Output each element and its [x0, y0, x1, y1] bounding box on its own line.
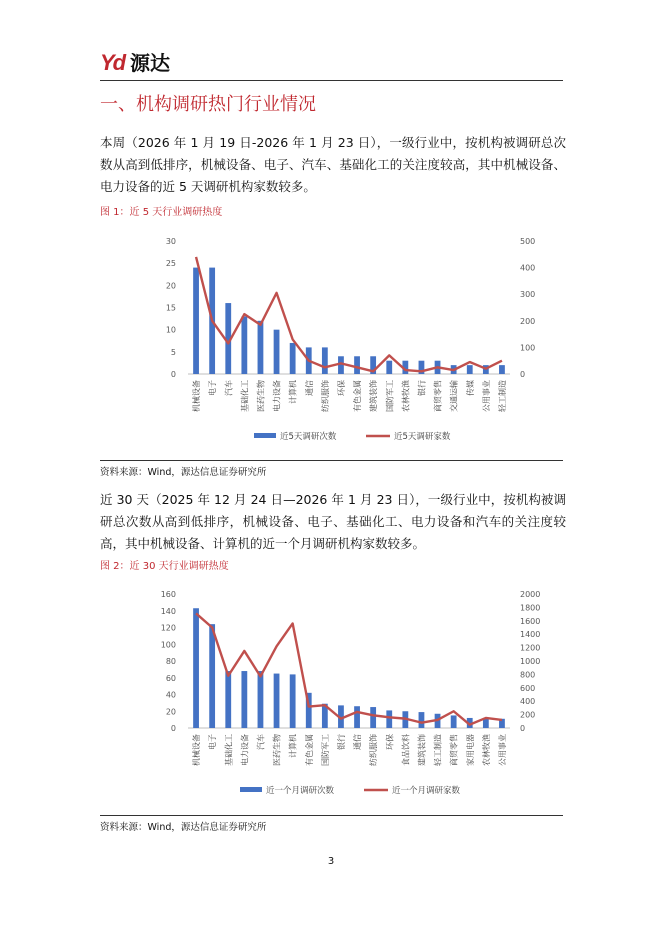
bar-电力设备 — [274, 330, 280, 374]
y-tick-label: 20 — [165, 707, 176, 717]
chart-30day-heat — [100, 580, 566, 806]
x-category-label: 医药生物 — [272, 734, 282, 766]
logo-text: 源达 — [130, 51, 170, 75]
bar-电力设备 — [241, 671, 247, 728]
x-category-label: 食品饮料 — [401, 734, 411, 766]
x-category-label: 银行 — [417, 380, 427, 396]
bar-纺织服饰 — [322, 347, 328, 374]
x-category-label: 传媒 — [465, 380, 475, 396]
y2-tick-label: 1600 — [520, 616, 541, 626]
y2-tick-label: 600 — [520, 683, 536, 693]
bar-国防军工 — [386, 361, 392, 374]
y-tick-label: 15 — [165, 303, 176, 313]
bar-纺织服饰 — [370, 707, 376, 728]
y2-tick-label: 1200 — [520, 643, 541, 653]
x-category-label: 电力设备 — [240, 734, 250, 766]
x-category-label: 国防军工 — [320, 734, 330, 766]
x-category-label: 环保 — [385, 734, 395, 750]
x-category-label: 机械设备 — [192, 734, 202, 766]
x-category-label: 纺织服饰 — [369, 734, 379, 766]
y-tick-label: 140 — [160, 606, 176, 616]
y2-tick-label: 400 — [520, 697, 536, 707]
y2-tick-label: 1800 — [520, 603, 541, 613]
x-category-label: 轻工制造 — [433, 734, 443, 766]
y-tick-label: 0 — [170, 370, 176, 379]
figure-1-source: 资料来源：Wind，源达信息证券研究所 — [100, 467, 267, 478]
bar-计算机 — [290, 674, 296, 728]
x-category-label: 交通运输 — [449, 380, 459, 412]
y-tick-label: 120 — [160, 623, 176, 633]
bar-基础化工 — [225, 671, 231, 728]
x-category-label: 建筑装饰 — [369, 380, 379, 412]
x-category-label: 国防军工 — [385, 380, 395, 412]
header-rule — [100, 80, 563, 81]
y2-tick-label: 100 — [520, 343, 536, 353]
bar-机械设备 — [193, 608, 199, 728]
y-tick-label: 100 — [160, 640, 176, 650]
bar-计算机 — [290, 343, 296, 374]
bar-医药生物 — [258, 321, 264, 374]
x-category-label: 通信 — [353, 734, 363, 750]
chart-5day-heat — [100, 226, 566, 454]
y2-tick-label: 300 — [520, 290, 536, 300]
paragraph-monthly: 近 30 天（2025 年 12 月 24 日—2026 年 1 月 23 日），一级行业中，按机构被调研总次数从高到低排序，机械设备、电子、基础化工、电力设备和汽车的关注度较高，其中机械设备、计算机的近一个月调研机构家数较多。 — [100, 492, 566, 551]
x-category-label: 商贸零售 — [449, 734, 459, 766]
x-category-label: 商贸零售 — [433, 380, 443, 412]
bar-建筑装饰 — [419, 712, 425, 728]
y-tick-label: 10 — [165, 325, 176, 335]
y-tick-label: 80 — [165, 657, 176, 666]
y2-tick-label: 800 — [520, 670, 536, 680]
bar-通信 — [354, 706, 360, 728]
x-category-label: 农林牧渔 — [481, 734, 491, 766]
y-tick-label: 20 — [165, 281, 176, 291]
bar-环保 — [386, 710, 392, 728]
x-category-label: 有色金属 — [353, 380, 363, 412]
y2-tick-label: 0 — [520, 370, 526, 379]
x-category-label: 汽车 — [256, 734, 266, 750]
x-category-label: 计算机 — [288, 380, 298, 404]
x-category-label: 轻工制造 — [497, 380, 507, 412]
x-category-label: 基础化工 — [240, 380, 250, 412]
x-category-label: 环保 — [336, 380, 346, 396]
x-category-label: 公用事业 — [497, 734, 507, 766]
x-category-label: 建筑装饰 — [417, 734, 427, 766]
legend-bar-label: 近一个月调研次数 — [266, 786, 335, 796]
x-category-label: 公用事业 — [481, 380, 491, 412]
paragraph-weekly: 本周（2026 年 1 月 19 日-2026 年 1 月 23 日），一级行业中，按机构被调研总次数从高到低排序，机械设备、电子、汽车、基础化工的关注度较高，其中机械设备、电力设备的近 5 天调研机构家数较多。 — [100, 135, 566, 194]
x-category-label: 机械设备 — [192, 380, 202, 412]
y2-tick-label: 1400 — [520, 630, 541, 640]
figure-2-source: 资料来源：Wind，源达信息证券研究所 — [100, 822, 267, 833]
figure-2-rule — [100, 815, 563, 816]
bar-医药生物 — [274, 674, 280, 728]
y2-tick-label: 1000 — [520, 657, 541, 666]
legend-bar-swatch — [240, 787, 262, 792]
figure-1-title: 图 1：近 5 天行业调研热度 — [100, 207, 223, 218]
bar-电子 — [209, 624, 215, 728]
legend-line-label: 近5天调研家数 — [394, 432, 451, 442]
x-category-label: 电子 — [208, 380, 218, 396]
y-tick-label: 5 — [170, 347, 176, 357]
x-category-label: 基础化工 — [224, 734, 234, 766]
bar-传媒 — [467, 365, 473, 374]
y-tick-label: 25 — [165, 259, 176, 269]
y2-tick-label: 0 — [520, 724, 526, 733]
y2-tick-label: 500 — [520, 237, 536, 246]
x-category-label: 家用电器 — [465, 734, 475, 766]
page-number: 3 — [327, 856, 335, 867]
y-tick-label: 30 — [165, 237, 176, 246]
y2-tick-label: 400 — [520, 263, 536, 273]
y2-tick-label: 200 — [520, 710, 536, 720]
figure-1-rule — [100, 460, 563, 461]
x-category-label: 有色金属 — [304, 734, 314, 766]
bar-商贸零售 — [451, 715, 457, 728]
x-category-label: 通信 — [304, 380, 314, 396]
bar-基础化工 — [241, 316, 247, 374]
x-category-label: 银行 — [336, 734, 346, 750]
x-category-label: 纺织服饰 — [320, 380, 330, 412]
bar-汽车 — [258, 671, 264, 728]
y-tick-label: 0 — [170, 724, 176, 733]
bar-轻工制造 — [499, 365, 505, 374]
brand-logo — [100, 50, 200, 76]
bar-环保 — [338, 356, 344, 374]
y2-tick-label: 2000 — [520, 590, 541, 599]
y-tick-label: 40 — [165, 690, 176, 700]
legend-line-label: 近一个月调研家数 — [392, 786, 461, 796]
x-category-label: 电子 — [208, 734, 218, 750]
x-category-label: 电力设备 — [272, 380, 282, 412]
legend-bar-label: 近5天调研次数 — [280, 432, 337, 442]
figure-2-title: 图 2：近 30 天行业调研热度 — [100, 561, 229, 572]
x-category-label: 汽车 — [224, 380, 234, 396]
x-category-label: 计算机 — [288, 734, 298, 758]
legend-bar-swatch — [254, 433, 276, 438]
section-title: 一、机构调研热门行业情况 — [100, 94, 316, 115]
y-tick-label: 160 — [160, 590, 176, 599]
y2-tick-label: 200 — [520, 316, 536, 326]
y-tick-label: 60 — [165, 673, 176, 683]
bar-机械设备 — [193, 268, 199, 374]
x-category-label: 农林牧渔 — [401, 380, 411, 412]
bar-有色金属 — [354, 356, 360, 374]
logo-mark: Yd — [100, 50, 125, 75]
x-category-label: 医药生物 — [256, 380, 266, 412]
